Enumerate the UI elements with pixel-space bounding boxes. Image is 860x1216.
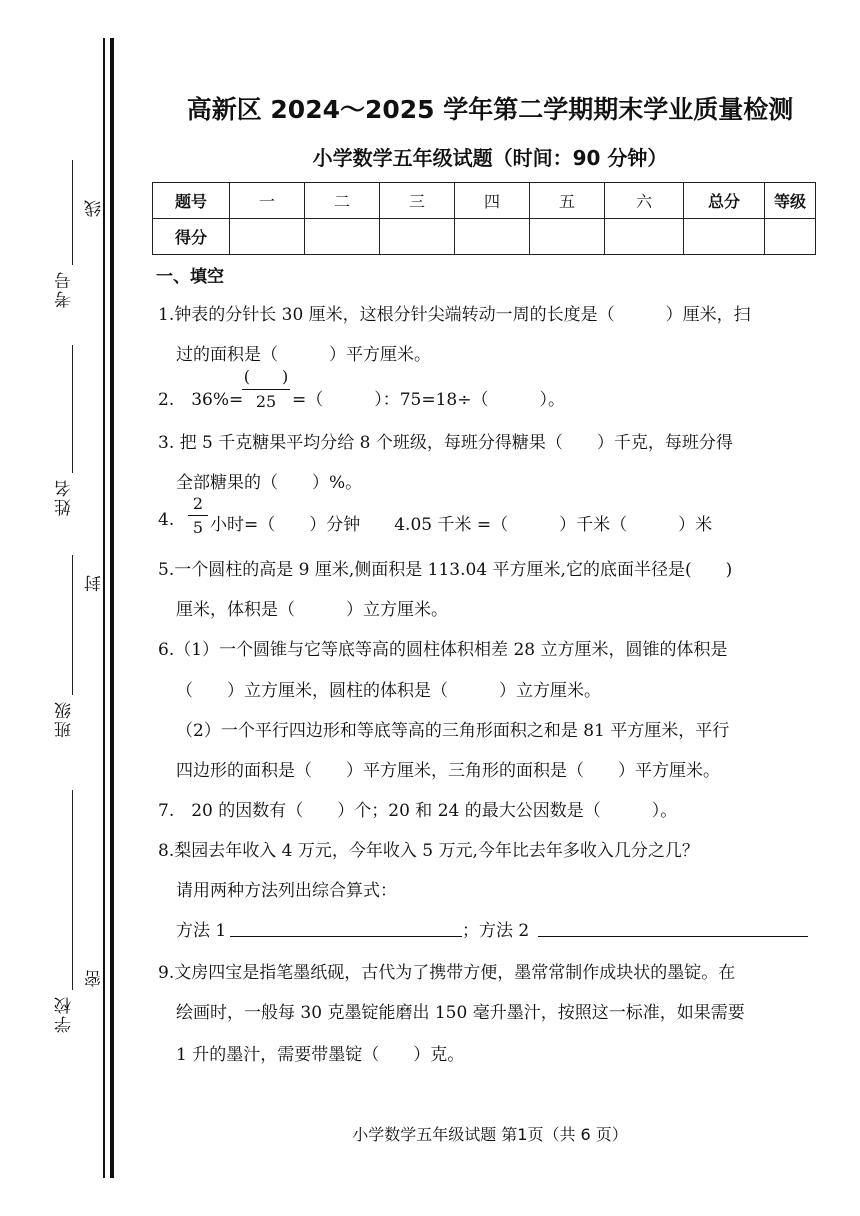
score-cell[interactable] — [230, 219, 305, 255]
q2-numerator: ( ) — [243, 367, 289, 386]
class-line — [72, 555, 73, 695]
q8-method-1-blank[interactable] — [230, 936, 462, 937]
score-cell[interactable] — [530, 219, 605, 255]
q8-line-2: 请用两种方法列出综合算式： — [176, 881, 397, 901]
q2-fraction — [242, 364, 290, 411]
score-cell[interactable] — [765, 219, 816, 255]
score-cell[interactable] — [305, 219, 380, 255]
col-1: 一 — [230, 183, 305, 219]
fraction-bar — [188, 515, 208, 516]
seal-mi-char: 密 — [85, 970, 105, 987]
col-6: 六 — [605, 183, 684, 219]
fraction-bar — [242, 389, 290, 390]
q8-method-2-label: ；方法 2 — [462, 921, 530, 941]
q5-line-2: 厘米，体积是（ ）立方厘米。 — [176, 600, 448, 620]
score-cell[interactable] — [684, 219, 765, 255]
score-table — [152, 182, 816, 255]
exam-title: 高新区 2024～2025 学年第二学期期末学业质量检测 — [186, 95, 794, 124]
row-header-cell: 题号 — [153, 183, 230, 219]
binding-line-thin — [103, 38, 105, 1178]
q4-numerator: 2 — [192, 494, 204, 513]
q4-prefix: 4. — [158, 510, 175, 530]
q4-denominator: 5 — [192, 518, 204, 537]
col-2: 二 — [305, 183, 380, 219]
seal-feng-char: 封 — [85, 575, 105, 592]
q8-method-2-blank[interactable] — [538, 936, 808, 937]
col-5: 五 — [530, 183, 605, 219]
q7-line: 7. 20 的因数有（ ）个；20 和 24 的最大公因数是（ ）。 — [158, 801, 678, 821]
seal-line-char: 线 — [85, 200, 105, 217]
col-grade: 等级 — [765, 183, 816, 219]
class-label: 班级 — [55, 700, 75, 738]
score-label-cell: 得分 — [153, 219, 230, 255]
q2-prefix: 2. 36%= — [158, 390, 244, 410]
school-line — [72, 790, 73, 990]
q6-line-2: （ ）立方厘米，圆柱的体积是（ ）立方厘米。 — [176, 681, 601, 701]
q1-line-2: 过的面积是（ ）平方厘米。 — [176, 345, 431, 365]
q2-rest: =（ ）：75=18÷（ ）。 — [292, 390, 565, 410]
q5-line-1: 5.一个圆柱的高是 9 厘米,侧面积是 113.04 平方厘米,它的底面半径是( ) — [158, 560, 733, 580]
exam-number-line — [72, 160, 73, 265]
q8-line-1: 8.梨园去年收入 4 万元，今年收入 5 万元,今年比去年多收入几分之几？ — [158, 841, 699, 861]
q3-line-2: 全部糖果的（ ）%。 — [176, 473, 363, 493]
q9-line-3: 1 升的墨汁，需要带墨锭（ ）克。 — [176, 1045, 465, 1065]
q6-line-1: 6.（1）一个圆锥与它等底等高的圆柱体积相差 28 立方厘米，圆锥的体积是 — [158, 640, 728, 660]
page-footer: 小学数学五年级试题 第1页（共 6 页） — [352, 1125, 628, 1144]
exam-subtitle: 小学数学五年级试题（时间：90 分钟） — [312, 146, 668, 170]
q2-denominator: 25 — [255, 392, 277, 411]
binding-line-thick — [110, 38, 114, 1178]
col-3: 三 — [380, 183, 455, 219]
q4-rest: 小时=（ ）分钟 4.05 千米 =（ ）千米（ ）米 — [210, 515, 713, 535]
q1-line-1: 1.钟表的分针长 30 厘米，这根分针尖端转动一周的长度是（ ）厘米，扫 — [158, 305, 751, 325]
score-cell[interactable] — [605, 219, 684, 255]
score-cell[interactable] — [380, 219, 455, 255]
score-table-header-row — [153, 183, 816, 219]
q4-fraction — [188, 494, 208, 537]
q9-line-2: 绘画时，一般每 30 克墨锭能磨出 150 毫升墨汁，按照这一标准，如果需要 — [176, 1003, 745, 1023]
name-label: 姓名 — [55, 478, 75, 516]
col-total: 总分 — [684, 183, 765, 219]
q9-line-1: 9.文房四宝是指笔墨纸砚，古代为了携带方便，墨常常制作成块状的墨锭。在 — [158, 963, 736, 983]
name-line — [72, 345, 73, 473]
score-table-score-row — [153, 219, 816, 255]
exam-number-label: 考号 — [55, 270, 75, 308]
col-4: 四 — [455, 183, 530, 219]
q3-line-1: 3. 把 5 千克糖果平均分给 8 个班级，每班分得糖果（ ）千克，每班分得 — [158, 433, 733, 453]
score-cell[interactable] — [455, 219, 530, 255]
school-label: 学校 — [55, 995, 75, 1033]
q8-method-1-label: 方法 1 — [176, 921, 227, 941]
section-fill-blank-heading: 一、填空 — [156, 267, 224, 287]
q6-line-4: 四边形的面积是（ ）平方厘米，三角形的面积是（ ）平方厘米。 — [176, 761, 720, 781]
q6-line-3: （2）一个平行四边形和等底等高的三角形面积之和是 81 平方厘米，平行 — [176, 721, 730, 741]
